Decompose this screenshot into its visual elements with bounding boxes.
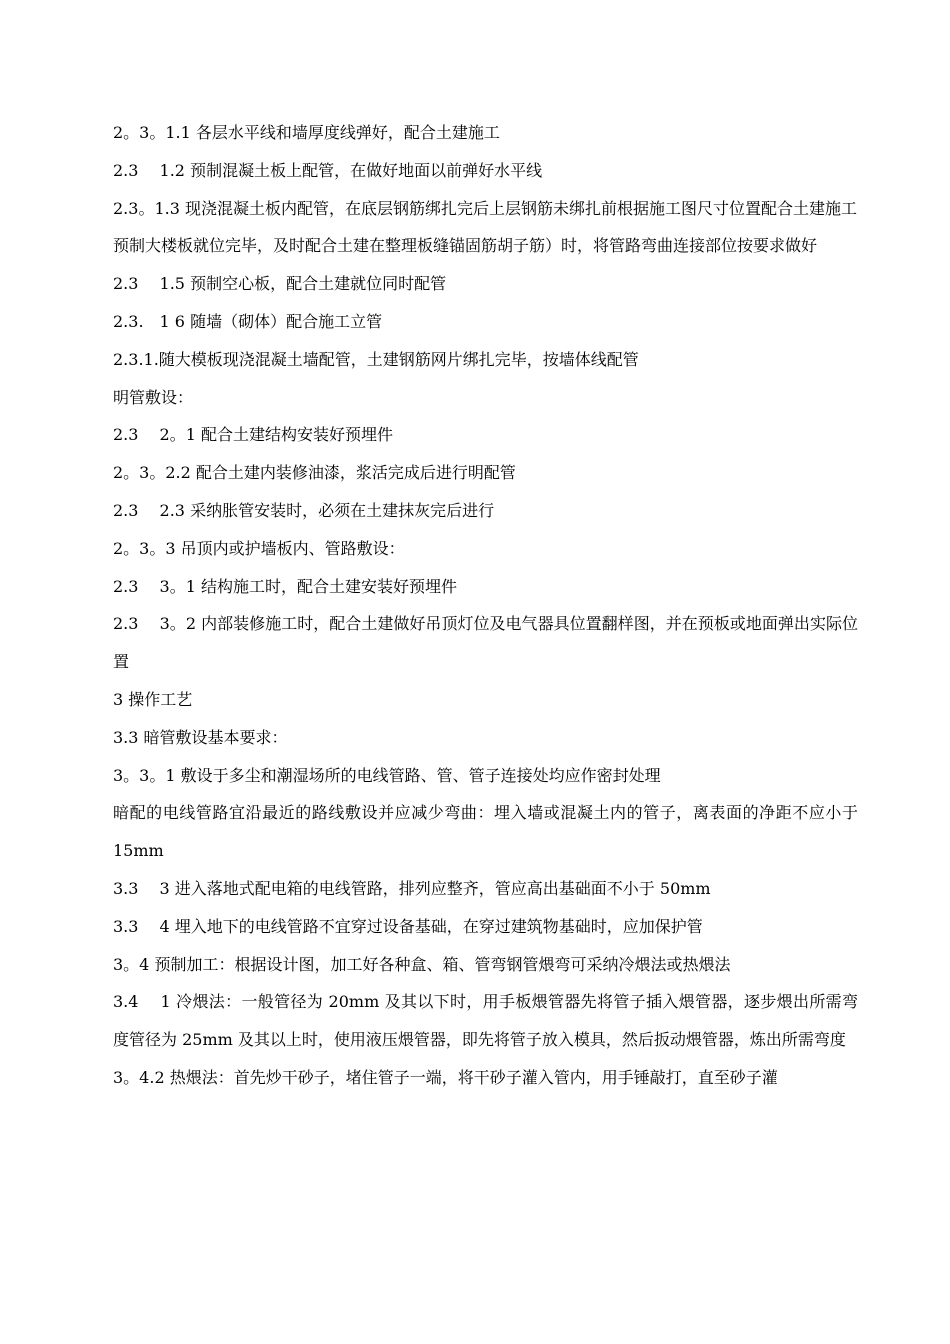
paragraph: 2.3 2.3 采纳胀管安装时，必须在土建抹灰完后进行	[113, 500, 495, 520]
paragraph: 3。4.2 热煨法：首先炒干砂子，堵住管子一端，将干砂子灌入管内，用手锤敲打，直至砂子灌	[113, 1067, 778, 1087]
paragraph: 2.3 1.2 预制混凝土板上配管，在做好地面以前弹好水平线	[113, 160, 543, 180]
document-body	[113, 114, 858, 1097]
paragraph: 2.3. 1 6 随墙（砌体）配合施工立管	[113, 311, 383, 331]
paragraph: 2.3.1.随大模板现浇混凝土墙配管，土建钢筋网片绑扎完毕，按墙体线配管	[113, 349, 639, 369]
paragraph: 3.3 4 埋入地下的电线管路不宜穿过设备基础，在穿过建筑物基础时，应加保护管	[113, 916, 703, 936]
section-heading: 2。3。3 吊顶内或护墙板内、管路敷设：	[113, 538, 405, 558]
section-heading: 明管敷设：	[113, 387, 194, 407]
paragraph: 暗配的电线管路宜沿最近的路线敷设并应减少弯曲：埋入墙或混凝土内的管子，离表面的净距不应小于 15mm	[113, 803, 858, 861]
paragraph: 2.3。1.3 现浇混凝土板内配管，在底层钢筋绑扎完后上层钢筋未绑扎前根据施工图尺寸位置配合土建施工	[113, 198, 857, 218]
paragraph: 预制大楼板就位完毕，及时配合土建在整理板缝锚固筋胡子筋）时，将管路弯曲连接部位按要求做好	[113, 236, 818, 256]
paragraph: 2.3 3。2 内部装修施工时，配合土建做好吊顶灯位及电气器具位置翻样图，并在预板或地面弹出实际位置	[113, 614, 858, 672]
paragraph: 3。3。1 敷设于多尘和潮湿场所的电线管路、管、管子连接处均应作密封处理	[113, 765, 661, 785]
paragraph: 3.3 3 进入落地式配电箱的电线管路，排列应整齐，管应高出基础面不小于 50mm	[113, 878, 711, 898]
paragraph: 2.3 2。1 配合土建结构安装好预埋件	[113, 425, 393, 445]
paragraph: 2.3 1.5 预制空心板，配合土建就位同时配管	[113, 274, 447, 294]
paragraph: 2。3。2.2 配合土建内装修油漆，浆活完成后进行明配管	[113, 463, 516, 483]
paragraph: 2.3 3。1 结构施工时，配合土建安装好预埋件	[113, 576, 457, 596]
section-heading: 3.3 暗管敷设基本要求：	[113, 727, 288, 747]
paragraph: 3。4 预制加工：根据设计图，加工好各种盒、箱、管弯钢管煨弯可采纳冷煨法或热煨法	[113, 954, 731, 974]
paragraph: 2。3。1.1 各层水平线和墙厚度线弹好，配合土建施工	[113, 123, 500, 142]
section-heading: 3 操作工艺	[113, 689, 193, 709]
paragraph: 3.4 1 冷煨法：一般管径为 20mm 及其以下时，用手板煨管器先将管子插入煨管器，逐步煨出所需弯度管径为 25mm 及其以上时，使用液压煨管器，即先将管子放入模具，然后扳动煨管器，炼出所需弯度	[113, 992, 858, 1050]
